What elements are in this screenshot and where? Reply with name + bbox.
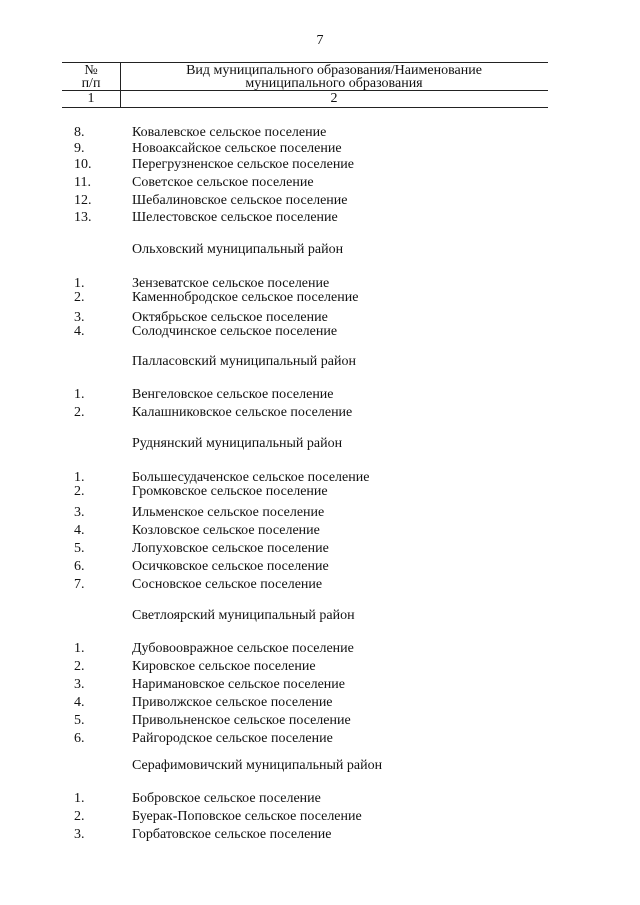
list-item [0, 731, 640, 747]
item-number: 8. [74, 125, 85, 140]
list-item [0, 523, 640, 539]
list-item [0, 809, 640, 825]
col2-number: 2 [330, 91, 338, 106]
item-number: 1. [74, 276, 85, 291]
item-name: Советское сельское поселение [132, 175, 314, 190]
list-item [0, 505, 640, 521]
item-name: Калашниковское сельское поселение [132, 405, 353, 420]
list-item [0, 405, 640, 421]
list-item [0, 541, 640, 557]
item-name: Лопуховское сельское поселение [132, 541, 329, 556]
list-item [0, 791, 640, 807]
item-number: 5. [74, 541, 85, 556]
item-number: 2. [74, 809, 85, 824]
item-number: 11. [74, 175, 91, 190]
item-name: Горбатовское сельское поселение [132, 827, 332, 842]
item-name: Шебалиновское сельское поселение [132, 193, 348, 208]
item-name: Шелестовское сельское поселение [132, 210, 338, 225]
list-item [0, 484, 640, 500]
item-name: Каменнобродское сельское поселение [132, 290, 359, 305]
item-name: Райгородское сельское поселение [132, 731, 333, 746]
item-number: 1. [74, 641, 85, 656]
item-name: Сосновское сельское поселение [132, 577, 323, 592]
list-item [0, 559, 640, 575]
item-name: Привольненское сельское поселение [132, 713, 351, 728]
item-number: 1. [74, 470, 85, 485]
item-number: 2. [74, 290, 85, 305]
item-name: Козловское сельское поселение [132, 523, 320, 538]
item-name: Кировское сельское поселение [132, 659, 316, 674]
list-item [0, 324, 640, 340]
item-number: 3. [74, 505, 85, 520]
header-bottom-border [62, 107, 548, 108]
item-number: 2. [74, 405, 85, 420]
list-item [0, 659, 640, 675]
col1-header-line1: № [84, 63, 98, 78]
item-number: 1. [74, 791, 85, 806]
item-name: Венгеловское сельское поселение [132, 387, 334, 402]
col2-header-line1: Вид муниципального образования/Наименование [186, 63, 482, 78]
col1-header-line2: п/п [81, 76, 101, 91]
list-item [0, 713, 640, 729]
district-title: Руднянский муниципальный район [132, 436, 343, 451]
list-item [0, 175, 640, 191]
page-number: 7 [316, 33, 324, 48]
item-name: Новоаксайское сельское поселение [132, 141, 342, 156]
item-number: 3. [74, 827, 85, 842]
item-number: 12. [74, 193, 92, 208]
col2-header-line2: муниципального образования [245, 76, 423, 91]
list-item [0, 387, 640, 403]
item-number: 4. [74, 695, 85, 710]
list-item [0, 157, 640, 173]
list-item [0, 695, 640, 711]
list-item [0, 210, 640, 226]
item-number: 13. [74, 210, 92, 225]
list-item [0, 641, 640, 657]
item-name: Солодчинское сельское поселение [132, 324, 338, 339]
list-item [0, 577, 640, 593]
item-number: 3. [74, 310, 85, 325]
district-title: Серафимовичский муниципальный район [132, 758, 383, 773]
item-number: 10. [74, 157, 92, 172]
item-number: 4. [74, 324, 85, 339]
item-name: Осичковское сельское поселение [132, 559, 329, 574]
list-item [0, 677, 640, 693]
item-name: Громковское сельское поселение [132, 484, 328, 499]
item-name: Большесудаченское сельское поселение [132, 470, 370, 485]
item-name: Октябрьское сельское поселение [132, 310, 328, 325]
item-number: 7. [74, 577, 85, 592]
item-name: Перегрузненское сельское поселение [132, 157, 355, 172]
item-number: 9. [74, 141, 85, 156]
item-name: Ковалевское сельское поселение [132, 125, 327, 140]
list-item [0, 141, 640, 157]
item-name: Зензеватское сельское поселение [132, 276, 330, 291]
item-number: 2. [74, 484, 85, 499]
item-number: 4. [74, 523, 85, 538]
item-number: 1. [74, 387, 85, 402]
district-title: Палласовский муниципальный район [132, 354, 356, 369]
list-item [0, 193, 640, 209]
item-name: Приволжское сельское поселение [132, 695, 333, 710]
item-number: 5. [74, 713, 85, 728]
item-name: Наримановское сельское поселение [132, 677, 346, 692]
item-name: Ильменское сельское поселение [132, 505, 325, 520]
list-item [0, 290, 640, 306]
item-name: Буерак-Поповское сельское поселение [132, 809, 362, 824]
item-number: 2. [74, 659, 85, 674]
item-name: Бобровское сельское поселение [132, 791, 321, 806]
item-number: 3. [74, 677, 85, 692]
district-title: Светлоярский муниципальный район [132, 608, 355, 623]
item-number: 6. [74, 559, 85, 574]
item-number: 6. [74, 731, 85, 746]
list-item [0, 827, 640, 843]
col1-number: 1 [87, 91, 95, 106]
list-item [0, 125, 640, 141]
district-title: Ольховский муниципальный район [132, 242, 344, 257]
item-name: Дубовоовражное сельское поселение [132, 641, 354, 656]
